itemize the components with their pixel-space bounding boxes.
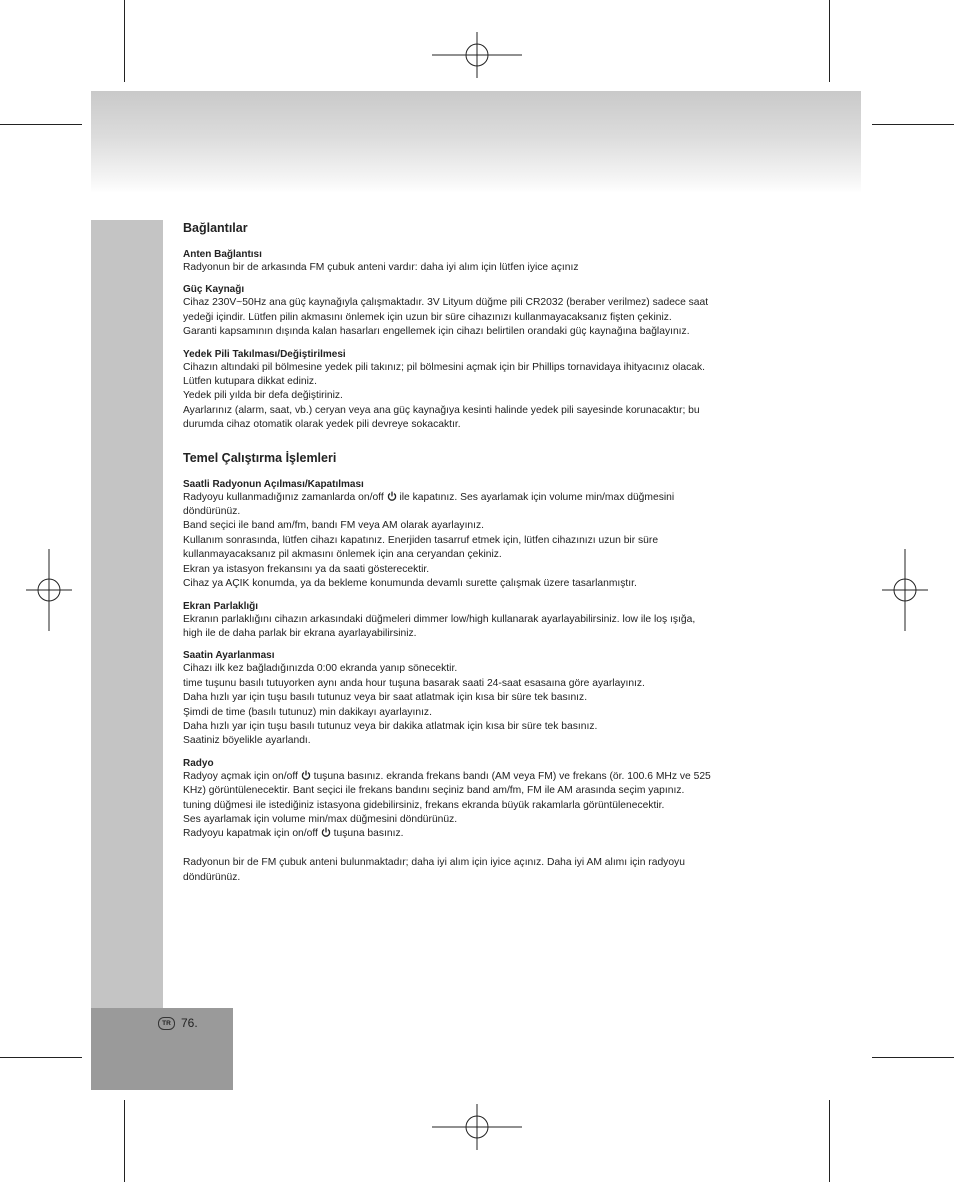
block-saatin-ayarlanmasi (183, 649, 783, 748)
registration-mark-top (432, 32, 522, 78)
text-line: Cihazı ilk kez bağladığınızda 0:00 ekranda yanıp sönecektir. (183, 663, 458, 675)
text-line: time tuşunu basılı tutuyorken aynı anda hour tuşuna basarak saati 24-saat esasaına göre ayarlayınız. (183, 677, 645, 689)
language-badge: TR (158, 1017, 175, 1030)
header-gradient-band (91, 91, 861, 193)
text-line: Yedek pili yılda bir defa değiştiriniz. (183, 390, 343, 402)
text-line: Daha hızlı yar için tuşu basılı tutunuz veya bir saat atlatmak için kısa bir süre tek basınız. (183, 692, 588, 704)
section-title: Bağlantılar (183, 221, 248, 235)
block-heading: Radyo (183, 757, 214, 769)
block-anten-baglantisi (183, 248, 783, 275)
block-heading: Güç Kaynağı (183, 284, 245, 296)
crop-mark-bottom-left (0, 1057, 82, 1058)
block-saatli-radyonun-acilmasi-kapatilmasi (183, 478, 783, 592)
crop-mark-bottom-left (124, 1100, 125, 1182)
power-icon (321, 827, 331, 838)
crop-mark-bottom-right (872, 1057, 954, 1058)
power-icon (301, 770, 311, 781)
block-guc-kaynagi (183, 283, 783, 339)
text-line: Cihaz ya AÇIK konumda, ya da bekleme konumunda devamlı surette çalışmak üzere tasarlanmıştır. (183, 578, 637, 590)
block-heading: Saatli Radyonun Açılması/Kapatılması (183, 478, 364, 490)
text-line: Radyoy açmak için on/off tuşuna basınız. ekranda frekans bandı (AM veya FM) ve frekans (ör. 100.6 MHz ve 525 (183, 770, 711, 782)
text-line: Ayarlarınız (alarm, saat, vb.) ceryan veya ana güç kaynağıya kesinti halinde yedek pili sayesinde korunacaktır; bu (183, 404, 700, 416)
block-radyo (183, 757, 783, 885)
registration-mark-left (26, 549, 72, 631)
section-title: Temel Çalıştırma İşlemleri (183, 450, 337, 465)
block-ekran-parlakligi (183, 600, 783, 642)
block-heading: Saatin Ayarlanması (183, 650, 275, 662)
text-line: durumda cihaz otomatik olarak yedek pili devreye sokacaktır. (183, 419, 461, 431)
text-line: döndürünüz. (183, 871, 241, 883)
text-line: Cihazın altındaki pil bölmesine yedek pili takınız; pil bölmesini açmak için bir Phillips tornavidaya ihityacınız olacak. (183, 361, 705, 373)
crop-mark-top-left (0, 124, 82, 125)
text-line: KHz) görüntülenecektir. Bant seçici ile frekans bandını seçiniz band am/fm, FM ile AM arasında seçim yapınız. (183, 785, 685, 797)
text-line: Cihaz 230V~50Hz ana güç kaynağıyla çalışmaktadır. 3V Lityum düğme pili CR2032 (beraber verilmez) sadece saat (183, 297, 709, 309)
text-line: Radyonun bir de arkasında FM çubuk anteni vardır: daha iyi alım için lütfen iyice açınız (183, 262, 579, 273)
text-line: kullanmayacaksanız pil akmasını önlemek için ana ceryandan çekiniz. (183, 549, 502, 561)
registration-mark-bottom (432, 1104, 522, 1150)
block-yedek-pili-takilmasi-degistirilmesi (183, 348, 783, 433)
text-line: Ses ayarlamak için volume min/max düğmesini döndürünüz. (183, 813, 458, 825)
text-line: high ile de daha parlak bir ekrana ayarlayabilirsiniz. (183, 627, 417, 639)
block-heading: Ekran Parlaklığı (183, 600, 259, 612)
text-line: Radyonun bir de FM çubuk anteni bulunmaktadır; daha iyi alım için iyice açınız. Daha iyi AM alımı için radyoyu (183, 857, 685, 869)
text-line (183, 842, 783, 856)
text-line: Lütfen kutupara dikkat ediniz. (183, 376, 317, 388)
text-line: Kullanım sonrasında, lütfen cihazı kapatınız. Enerjiden tasarruf etmek için, lütfen cihazınızı uzun bir süre (183, 534, 659, 546)
crop-mark-top-left (124, 0, 125, 82)
text-line: döndürünüz. (183, 506, 241, 518)
text-line: Ekranın parlaklığını cihazın arkasındaki düğmeleri dimmer low/high kullanarak ayarlayabilirsiniz. low ile loş ışığa, (183, 613, 696, 625)
text-line: Band seçici ile band am/fm, bandı FM veya AM olarak ayarlayınız. (183, 520, 485, 532)
text-line: yedeği içindir. Lütfen pilin akmasını önlemek için uzun bir süre cihazınızı kullanmayacaksanız fişten çekiniz. (183, 311, 672, 323)
text-line: Şimdi de time (basılı tutunuz) min dakikayı ayarlayınız. (183, 706, 432, 718)
text-line: Ekran ya istasyon frekansını ya da saati gösterecektir. (183, 563, 430, 575)
crop-mark-top-right (872, 124, 954, 125)
text-line: tuning düğmesi ile istediğiniz istasyona gidebilirsiniz, frekans ekranda büyük rakamlarla görüntülenecektir. (183, 799, 665, 811)
side-bar (91, 220, 163, 1008)
text-line: Garanti kapsamının dışında kalan hasarları engellemek için cihazı belirtilen orandaki güç kaynağına bağlayınız. (183, 326, 690, 338)
registration-mark-right (882, 549, 928, 631)
power-icon (387, 491, 397, 502)
crop-mark-bottom-right (829, 1100, 830, 1182)
page-number: 76. (181, 1016, 198, 1030)
text-line: Daha hızlı yar için tuşu basılı tutunuz veya bir dakika atlatmak için kısa bir süre tek basınız. (183, 720, 598, 732)
block-heading: Anten Bağlantısı (183, 249, 262, 260)
text-line: Saatiniz böyelikle ayarlandı. (183, 735, 311, 747)
text-line: Radyoyu kullanmadığınız zamanlarda on/off ile kapatınız. Ses ayarlamak için volume min/max düğmesini (183, 491, 675, 503)
text-line: Radyoyu kapatmak için on/off tuşuna basınız. (183, 828, 404, 840)
crop-mark-top-right (829, 0, 830, 82)
page-content (183, 220, 783, 893)
block-heading: Yedek Pili Takılması/Değiştirilmesi (183, 348, 346, 360)
page-footer (158, 1016, 198, 1030)
